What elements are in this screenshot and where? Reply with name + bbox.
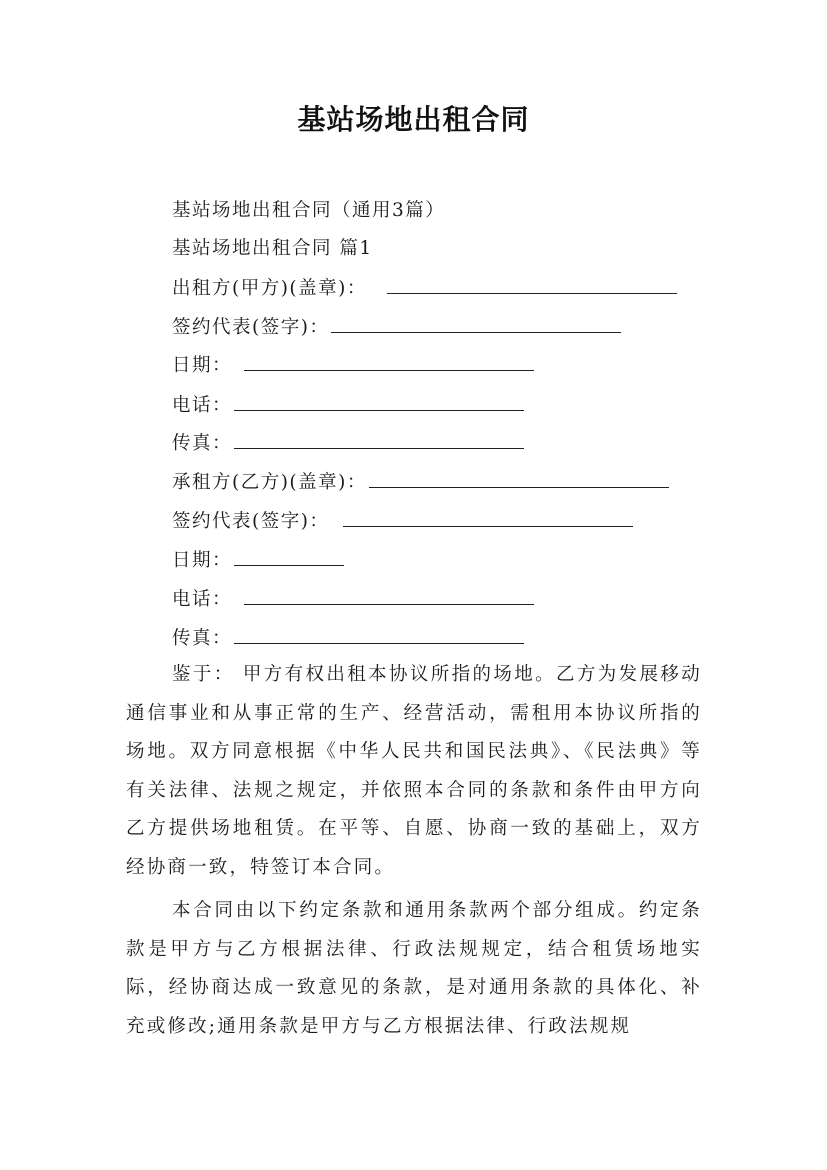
- party-b-phone-blank: [244, 586, 534, 605]
- party-a-rep-blank: [331, 314, 621, 333]
- party-a-date-label: 日期：: [172, 355, 233, 376]
- document-title: 基站场地出租合同: [297, 103, 530, 136]
- party-b-date-blank: [234, 547, 344, 566]
- party-a-lessor-row: [172, 275, 677, 301]
- party-a-date-blank: [244, 352, 534, 371]
- party-a-fax-label: 传真：: [172, 433, 233, 454]
- paragraph-contract-structure: 本合同由以下约定条款和通用条款两个部分组成。约定条款是甲方与乙方根据法律、行政法规规定，结合租赁场地实际，经协商达成一致意见的条款，是对通用条款的具体化、补充或修改;通用条款是甲方与乙方根据法律、行政法规规: [126, 900, 702, 1037]
- party-b-phone-row: [172, 586, 534, 612]
- party-a-fax-row: [172, 430, 524, 456]
- section-heading: 基站场地出租合同 篇1: [172, 238, 373, 259]
- party-b-fax-blank: [234, 625, 524, 644]
- party-b-date-row: [172, 547, 344, 573]
- party-b-fax-row: [172, 625, 524, 651]
- paragraph-whereas: 鉴于： 甲方有权出租本协议所指的场地。乙方为发展移动通信事业和从事正常的生产、经营活动，需租用本协议所指的场地。双方同意根据《中华人民共和国民法典》、《民法典》等有关法律、法规之规定，并依照本合同的条款和条件由甲方向乙方提供场地租赁。在平等、自愿、协商一致的基础上，双方经协商一致，特签订本合同。: [126, 664, 702, 878]
- party-b-lessee-label: 承租方(乙方)(盖章)：: [172, 472, 367, 493]
- party-a-lessor-label: 出租方(甲方)(盖章)：: [172, 278, 367, 299]
- party-a-phone-blank: [234, 392, 524, 411]
- party-b-date-label: 日期：: [172, 550, 233, 571]
- party-a-phone-row: [172, 392, 524, 418]
- document-subtitle: 基站场地出租合同（通用3篇）: [172, 200, 446, 221]
- party-a-fax-blank: [234, 430, 524, 449]
- party-b-lessee-blank: [369, 469, 669, 488]
- party-a-phone-label: 电话：: [172, 395, 233, 416]
- party-a-date-row: [172, 352, 534, 378]
- party-b-phone-label: 电话：: [172, 589, 233, 610]
- party-a-rep-row: [172, 314, 621, 340]
- party-b-rep-row: [172, 508, 633, 534]
- party-b-rep-blank: [343, 508, 633, 527]
- party-b-fax-label: 传真：: [172, 628, 233, 649]
- party-a-rep-label: 签约代表(签字)：: [172, 317, 330, 338]
- party-b-rep-label: 签约代表(签字)：: [172, 511, 330, 532]
- party-b-lessee-row: [172, 469, 669, 495]
- party-a-lessor-blank: [387, 275, 677, 294]
